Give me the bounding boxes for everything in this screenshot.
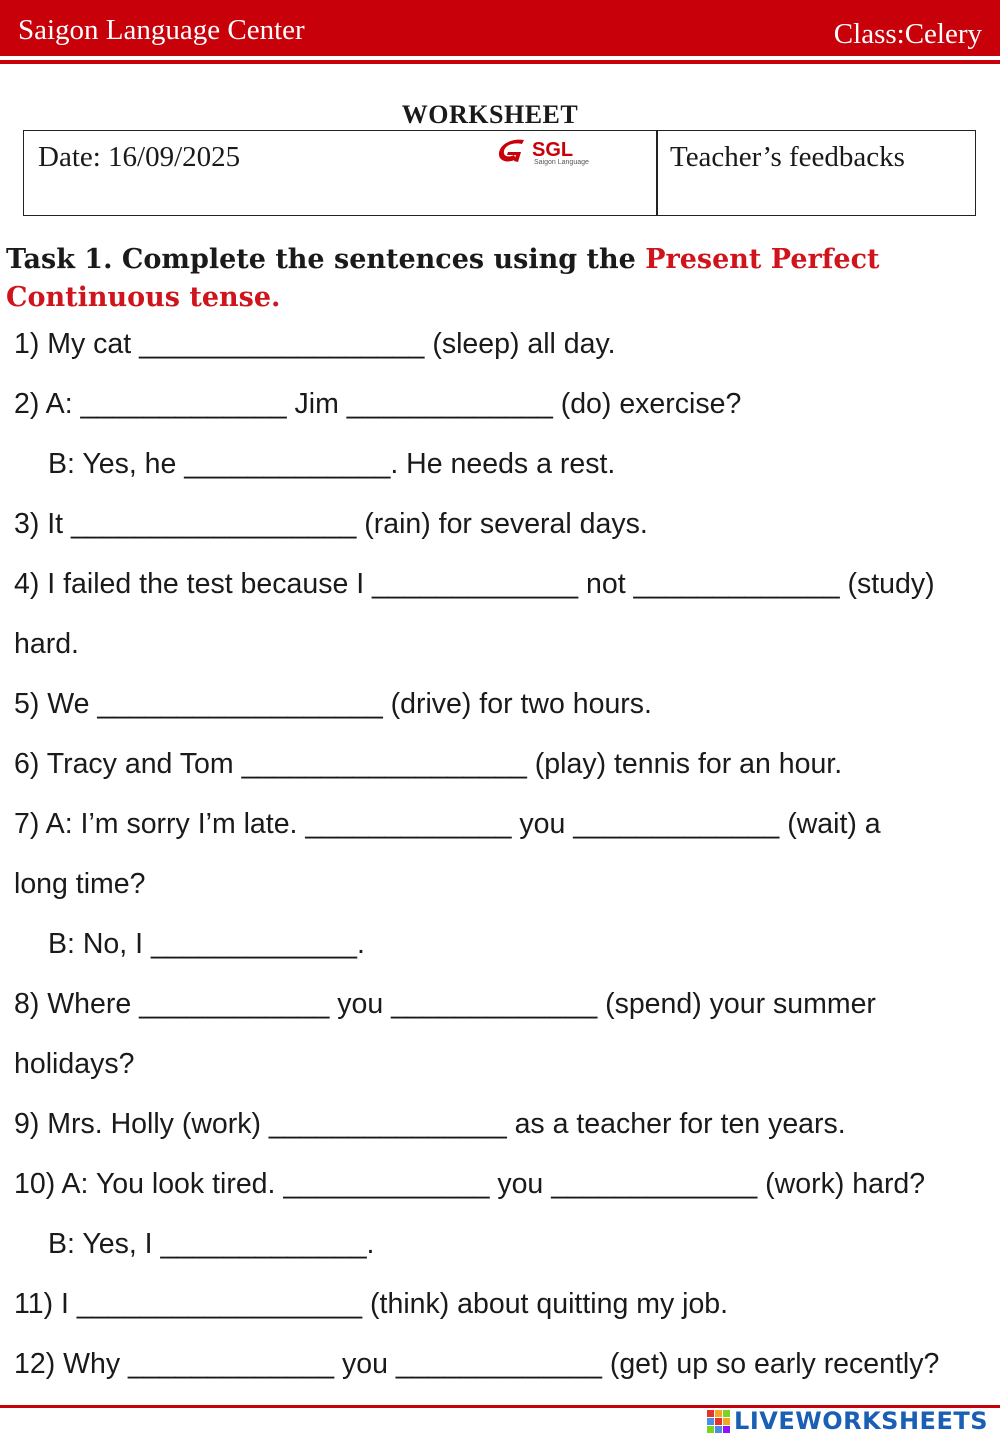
header-bar [0,0,1000,56]
task-instruction [6,241,991,317]
teacher-feedback-label: Teacher’s feedbacks [670,141,905,173]
worksheet-title: WORKSHEET [401,100,579,129]
date-field: Date: 16/09/2025 [38,141,241,173]
exercise-line: 9) Mrs. Holly (work) _______________ as a teacher for ten years. [14,1108,846,1140]
task-tense-highlight: Present Perfect Continuous tense. [6,244,880,313]
task-prefix: Task 1. Complete the sentences using the [6,244,646,275]
header-divider [0,60,1000,64]
exercise-line: 4) I failed the test because I _____________ not _____________ (study) [14,568,935,600]
exercise-line: long time? [14,868,146,900]
logo-text: SGL [532,139,574,161]
exercise-line: 7) A: I’m sorry I’m late. _____________ you _____________ (wait) a [14,808,881,840]
exercise-line: holidays? [14,1048,135,1080]
class-label: Class:Celery [833,18,982,50]
exercise-line: B: Yes, I _____________. [48,1228,375,1260]
exercise-line: 6) Tracy and Tom __________________ (play) tennis for an hour. [14,748,843,780]
liveworksheets-grid-icon [707,1410,730,1433]
exercise-line: 2) A: _____________ Jim _____________ (do) exercise? [14,388,742,420]
logo-subtext: Saigon Language [534,159,589,166]
exercise-line: 11) I __________________ (think) about quitting my job. [14,1288,729,1320]
exercise-line: B: Yes, he _____________. He needs a rest. [48,448,616,480]
exercise-line: 10) A: You look tired. _____________ you _____________ (work) hard? [14,1168,926,1200]
exercise-line: 5) We __________________ (drive) for two hours. [14,688,652,720]
exercise-line: B: No, I _____________. [48,928,365,960]
liveworksheets-brand: LIVEWORKSHEETS [734,1407,988,1435]
exercise-line: 1) My cat __________________ (sleep) all day. [14,328,616,360]
center-name: Saigon Language Center [18,14,305,46]
exercise-line: 3) It __________________ (rain) for several days. [14,508,648,540]
sgl-logo-icon [494,137,530,167]
exercise-line: hard. [14,628,79,660]
info-divider [656,131,658,215]
sgl-logo [494,137,594,171]
exercise-line: 12) Why _____________ you _____________ (get) up so early recently? [14,1348,940,1380]
info-box [23,130,976,216]
exercise-line: 8) Where ____________ you _____________ (spend) your summer [14,988,876,1020]
liveworksheets-logo [707,1404,988,1438]
